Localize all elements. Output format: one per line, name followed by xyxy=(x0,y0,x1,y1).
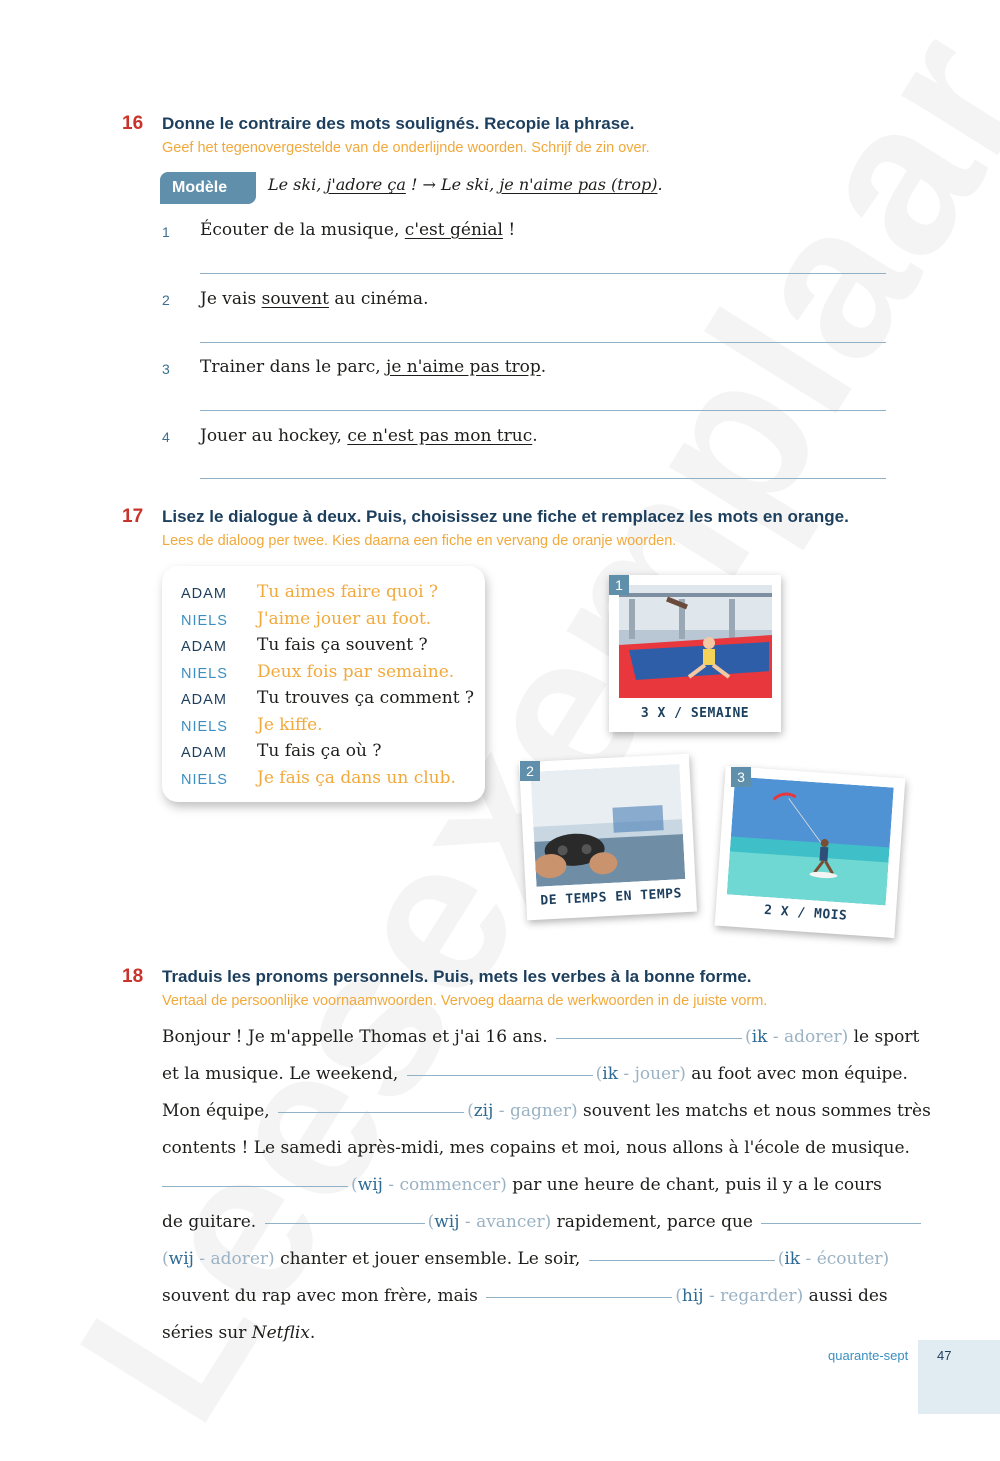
exercise-17-subtitle: Lees de dialoog per twee. Kies daarna een fiche en vervang de oranje woorden. xyxy=(162,533,677,549)
fill-in-blank[interactable] xyxy=(761,1222,921,1224)
dialogue-text: Tu fais ça où ? xyxy=(257,741,382,761)
card-caption: DE TEMPS EN TEMPS xyxy=(540,886,683,909)
card-caption: 2 X / MOIS xyxy=(763,902,848,924)
card-number-badge: 2 xyxy=(520,761,540,781)
speaker-label: NIELS xyxy=(181,613,228,629)
fill-in-blank[interactable] xyxy=(556,1037,742,1039)
modele-badge: Modèle xyxy=(160,172,256,204)
text-line-3: Mon équipe, (zij - gagner) souvent les matchs et nous sommes très xyxy=(162,1101,931,1121)
fill-in-blank[interactable] xyxy=(278,1111,464,1113)
exercise-16-title: Donne le contraire des mots soulignés. Recopie la phrase. xyxy=(162,114,635,133)
item-2-number: 2 xyxy=(162,292,170,308)
page-tab xyxy=(918,1340,1000,1414)
text-line-6: de guitare. (wij - avancer) rapidement, parce que xyxy=(162,1212,924,1236)
gaming-photo xyxy=(530,764,685,887)
speaker-label: ADAM xyxy=(181,745,227,761)
item-4-sentence: Jouer au hockey, ce n'est pas mon truc. xyxy=(200,426,538,446)
speaker-label: ADAM xyxy=(181,586,227,602)
modele-example: Le ski, j'adore ça ! → Le ski, je n'aime pas (trop). xyxy=(268,175,663,194)
exercise-18-subtitle: Vertaal de persoonlijke voornaamwoorden. Vervoeg daarna de werkwoorden in de juiste vorm. xyxy=(162,993,768,1009)
speaker-label: NIELS xyxy=(181,666,228,682)
activity-card-3[interactable] xyxy=(715,766,906,938)
fill-in-blank[interactable] xyxy=(162,1185,348,1187)
page-number-words: quarante-sept xyxy=(828,1348,909,1363)
dialogue-text: J'aime jouer au foot. xyxy=(257,609,432,629)
item-2-answer-line[interactable] xyxy=(200,342,886,343)
card-number-badge: 1 xyxy=(609,575,629,595)
item-4-number: 4 xyxy=(162,429,170,445)
speaker-label: ADAM xyxy=(181,692,227,708)
item-3-number: 3 xyxy=(162,361,170,377)
item-3-answer-line[interactable] xyxy=(200,410,886,411)
item-2-sentence: Je vais souvent au cinéma. xyxy=(200,289,429,309)
exercise-17-number: 17 xyxy=(122,506,144,527)
exercise-16-number: 16 xyxy=(122,113,144,134)
text-line-1: Bonjour ! Je m'appelle Thomas et j'ai 16 ans. (ik - adorer) le sport xyxy=(162,1027,920,1047)
text-line-5: (wij - commencer) par une heure de chant, puis il y a le cours xyxy=(159,1175,882,1199)
speaker-label: NIELS xyxy=(181,772,228,788)
dialogue-box xyxy=(162,566,485,802)
page-number: 47 xyxy=(937,1348,952,1363)
item-1-answer-line[interactable] xyxy=(200,273,886,274)
fill-in-blank[interactable] xyxy=(265,1222,425,1224)
trampoline-photo xyxy=(619,585,772,698)
dialogue-text: Je kiffe. xyxy=(257,715,323,735)
activity-card-2[interactable] xyxy=(519,754,697,921)
text-line-7: (wij - adorer) chanter et jouer ensemble. Le soir, (ik - écouter) xyxy=(162,1249,890,1269)
fill-in-blank[interactable] xyxy=(589,1259,775,1261)
exercise-18-title: Traduis les pronoms personnels. Puis, mets les verbes à la bonne forme. xyxy=(162,967,752,986)
item-3-sentence: Trainer dans le parc, je n'aime pas trop. xyxy=(200,357,547,377)
dialogue-text: Tu fais ça souvent ? xyxy=(257,635,428,655)
dialogue-text: Je fais ça dans un club. xyxy=(257,768,456,788)
exercise-18-number: 18 xyxy=(122,966,144,987)
exercise-16-subtitle: Geef het tegenovergestelde van de onderlijnde woorden. Schrijf de zin over. xyxy=(162,140,650,156)
text-line-9: séries sur Netflix. xyxy=(162,1323,316,1343)
item-1-number: 1 xyxy=(162,224,170,240)
item-1-sentence: Écouter de la musique, c'est génial ! xyxy=(200,220,516,240)
card-caption: 3 X / SEMAINE xyxy=(640,706,750,721)
exercise-17-title: Lisez le dialogue à deux. Puis, choisissez une fiche et remplacez les mots en orange. xyxy=(162,507,849,526)
item-4-answer-line[interactable] xyxy=(200,478,886,479)
speaker-label: ADAM xyxy=(181,639,227,655)
activity-card-1[interactable] xyxy=(609,575,781,732)
fill-in-blank[interactable] xyxy=(486,1296,672,1298)
text-line-4: contents ! Le samedi après-midi, mes copains et moi, nous allons à l'école de musique. xyxy=(162,1138,910,1158)
text-line-2: et la musique. Le weekend, (ik - jouer) au foot avec mon équipe. xyxy=(162,1064,908,1084)
speaker-label: NIELS xyxy=(181,719,228,735)
dialogue-text: Tu aimes faire quoi ? xyxy=(257,582,439,602)
dialogue-text: Deux fois par semaine. xyxy=(257,662,455,682)
text-line-8: souvent du rap avec mon frère, mais (hij - regarder) aussi des xyxy=(162,1286,888,1306)
dialogue-text: Tu trouves ça comment ? xyxy=(257,688,475,708)
kitesurf-photo xyxy=(727,777,894,906)
card-number-badge: 3 xyxy=(731,767,751,787)
fill-in-blank[interactable] xyxy=(407,1074,593,1076)
